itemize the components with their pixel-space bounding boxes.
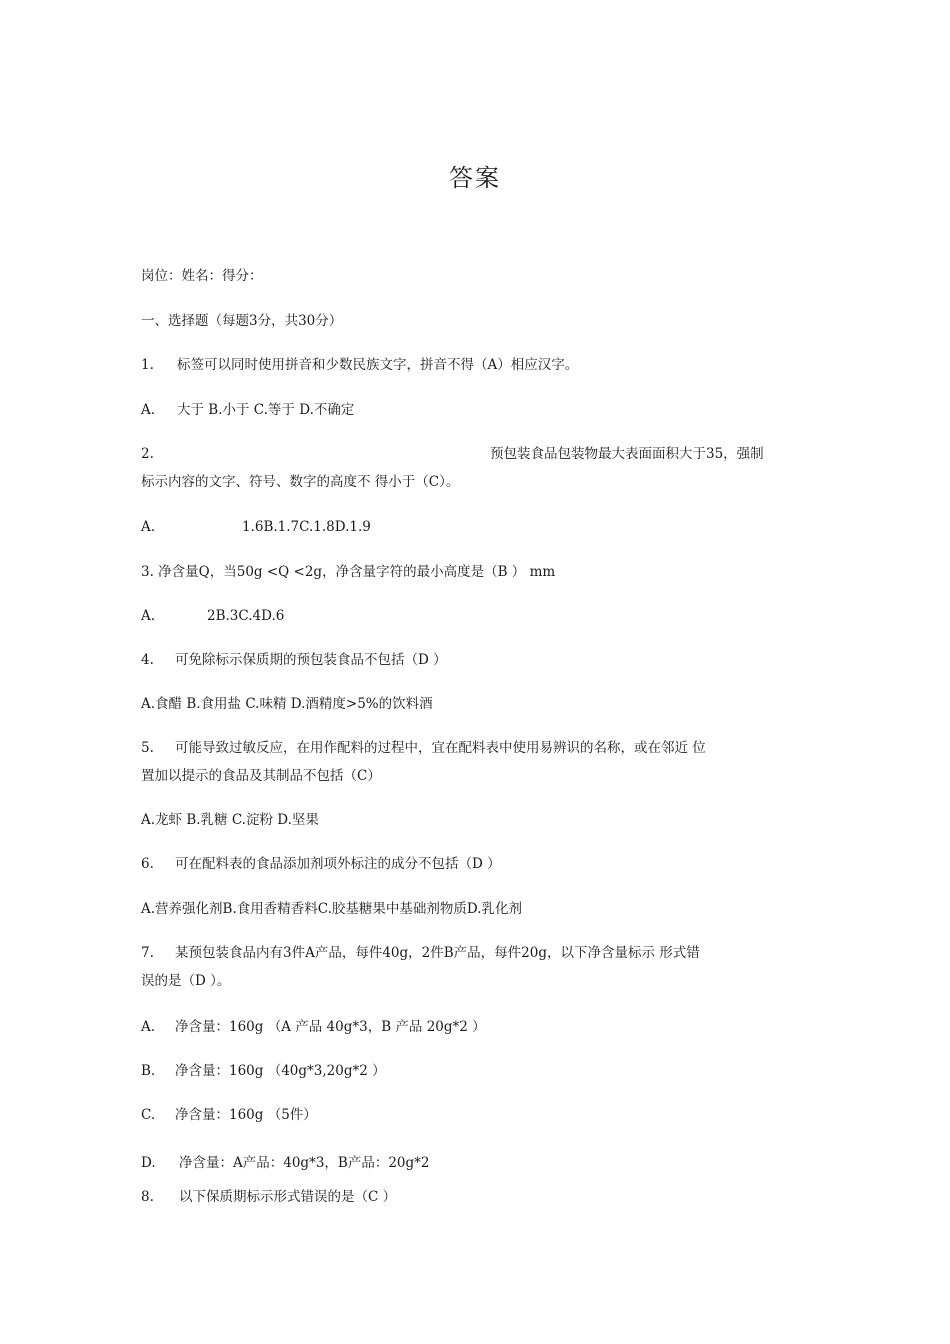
question-7-option-a (141, 1018, 486, 1036)
question-4 (141, 651, 447, 669)
option-label: D. (141, 1155, 156, 1171)
question-text: 可能导致过敏反应，在用作配料的过程中，宜在配料表中使用易辨识的名称，或在邻近 位 (175, 740, 706, 756)
option-label: A. (141, 402, 156, 418)
question-5-options: A.龙虾 B.乳糖 C.淀粉 D.坚果 (141, 812, 319, 828)
option-text: 净含量：A产品：40g*3，B产品：20g*2 (179, 1155, 430, 1171)
question-3: 3. 净含量Q，当50g <Q <2g，净含量字符的最小高度是（B ） mm (141, 564, 556, 580)
option-text: 净含量：160g （40g*3,20g*2 ） (175, 1063, 386, 1079)
question-5-line-2: 置加以提示的食品及其制品不包括（C） (141, 768, 381, 784)
question-5-line-1 (141, 739, 706, 757)
header-info: 岗位：姓名：得分： (141, 268, 263, 284)
options-text: 2B.3C.4D.6 (207, 608, 285, 624)
question-text: 可在配料表的食品添加剂项外标注的成分不包括（D ） (175, 856, 501, 872)
question-text: 可免除标示保质期的预包装食品不包括（D ） (175, 652, 447, 668)
option-label: B. (141, 1063, 156, 1079)
question-6 (141, 855, 501, 873)
option-label: C. (141, 1107, 156, 1123)
option-text: 净含量：160g （5件） (175, 1107, 317, 1123)
question-1 (141, 356, 578, 374)
page-title: 答案 (449, 164, 501, 192)
question-1-options (141, 401, 354, 419)
question-7-option-c (141, 1106, 317, 1124)
question-number: 8. (141, 1189, 154, 1205)
question-text: 标签可以同时使用拼音和少数民族文字，拼音不得（A）相应汉字。 (177, 357, 579, 373)
question-7-line-2: 误的是（D ）。 (141, 973, 231, 989)
question-number: 7. (141, 945, 154, 961)
question-2-number: 2. (141, 446, 154, 462)
question-4-options: A.食醋 B.食用盐 C.味精 D.酒精度>5%的饮料酒 (141, 696, 433, 712)
question-2-text-a: 预包装食品包装物最大表面面积大于35，强制 (490, 446, 764, 462)
question-number: 1. (141, 357, 154, 373)
question-7-option-d (141, 1154, 430, 1172)
option-label: A. (141, 519, 156, 535)
question-2-options (141, 518, 371, 536)
question-number: 5. (141, 740, 154, 756)
option-label: A. (141, 1019, 156, 1035)
question-number: 6. (141, 856, 154, 872)
question-6-options: A.营养强化剂B.食用香精香料C.胶基糖果中基础剂物质D.乳化剂 (141, 901, 523, 917)
option-text: 净含量：160g （A 产品 40g*3，B 产品 20g*2 ） (175, 1019, 486, 1035)
question-8 (141, 1188, 396, 1206)
question-number: 4. (141, 652, 154, 668)
question-2-text-b: 标示内容的文字、符号、数字的高度不 得小于（C）。 (141, 474, 460, 490)
option-label: A. (141, 608, 156, 624)
question-7-line-1 (141, 944, 700, 962)
section-heading: 一、选择题（每题3分，共30分） (141, 313, 343, 329)
question-text: 以下保质期标示形式错误的是（C ） (179, 1189, 397, 1205)
question-7-option-b (141, 1062, 386, 1080)
question-text: 某预包装食品内有3件A产品，每件40g，2件B产品，每件20g，以下净含量标示 形式错 (175, 945, 700, 961)
question-3-options (141, 607, 284, 625)
options-text: 大于 B.小于 C.等于 D.不确定 (177, 402, 355, 418)
options-text: 1.6B.1.7C.1.8D.1.9 (242, 519, 371, 535)
